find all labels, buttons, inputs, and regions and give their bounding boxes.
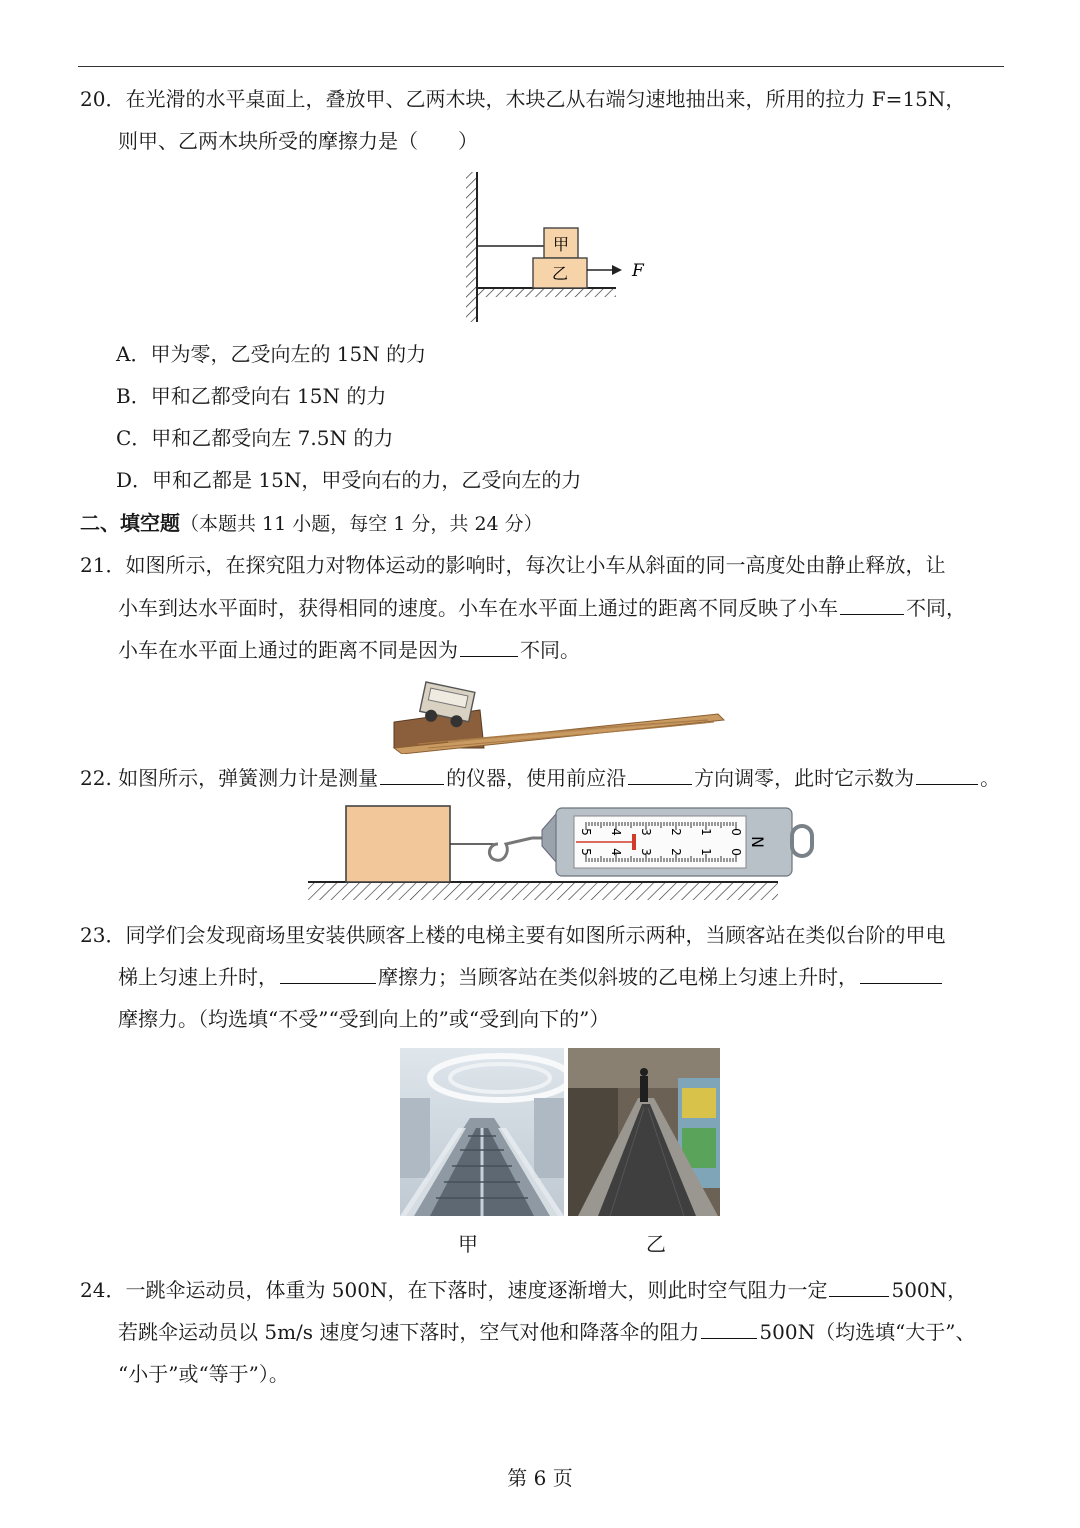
scale-tick-label: 5: [579, 848, 593, 856]
q22-blank1[interactable]: [380, 764, 444, 785]
q24-blank1[interactable]: [829, 1276, 889, 1297]
q21-line3-tail: 不同。: [520, 638, 580, 662]
q23-blank1[interactable]: [280, 963, 376, 984]
q20-blocks-figure: [466, 168, 656, 326]
q24-line1-tail: 500N，: [891, 1278, 968, 1302]
q24-line3: “小于”或“等于”）。: [118, 1362, 289, 1386]
scale-tick-label: 4: [609, 848, 623, 856]
floor-hatch: [308, 882, 778, 900]
block-jia-label: 甲: [552, 235, 570, 254]
q23-line2-text: 梯上匀速上升时，: [118, 965, 278, 989]
scale-tick-label: 0: [729, 828, 743, 836]
q20-option-a: A．甲为零，乙受向左的 15N 的力: [116, 342, 427, 366]
q21-line2-tail: 不同，: [906, 596, 966, 620]
q21-line1: 21．如图所示，在探究阻力对物体运动的影响时，每次让小车从斜面的同一高度处由静止释放，让: [80, 553, 946, 577]
header-rule: [78, 66, 1004, 67]
force-label: F: [632, 261, 644, 281]
q23-line1: 23．同学们会发现商场里安装供顾客上楼的电梯主要有如图所示两种，当顾客站在类似台阶的甲电: [80, 923, 946, 947]
q23-line2: [118, 963, 944, 991]
page-number: 第 6 页: [507, 1466, 573, 1490]
q23-line2-mid: 摩擦力；当顾客站在类似斜坡的乙电梯上匀速上升时，: [378, 965, 858, 989]
section2-heading: [80, 509, 543, 538]
scale-tick-label: 0: [729, 848, 743, 856]
q20-line1: 20．在光滑的水平桌面上，叠放甲、乙两木块，木块乙从右端匀速地抽出来，所用的拉力 F=15N，: [80, 87, 966, 111]
scale-left-end: [542, 814, 556, 862]
q24-line2-text: 若跳伞运动员以 5m/s 速度匀速下落时，空气对他和降落伞的阻力: [118, 1320, 700, 1344]
q24-line2-tail: 500N（均选填“大于”、: [759, 1320, 976, 1344]
q22-text4: 。: [980, 766, 1001, 790]
q23-blank2[interactable]: [860, 963, 942, 984]
q22-blank2[interactable]: [628, 764, 692, 785]
q22-text3: 方向调零，此时它示数为: [694, 766, 915, 790]
scale-right-ring: [792, 826, 812, 856]
q22-text2: 的仪器，使用前应沿: [446, 766, 627, 790]
q22-spring-scale-figure: [306, 800, 818, 912]
wooden-block: [346, 806, 450, 882]
q21-line3: [118, 636, 580, 664]
caption-yi: 乙: [646, 1232, 666, 1256]
q21-line2: [118, 594, 966, 622]
q21-line2-text: 小车到达水平面时，获得相同的速度。小车在水平面上通过的距离不同反映了小车: [118, 596, 838, 620]
q24-line1-text: 24．一跳伞运动员，体重为 500N，在下落时，速度逐渐增大，则此时空气阻力一定: [80, 1278, 828, 1302]
section2-title: 二、填空题: [80, 511, 180, 535]
scale-tick-label: 2: [669, 828, 683, 836]
q20-line2: 则甲、乙两木块所受的摩擦力是（ ）: [118, 129, 478, 153]
scale-tick-label: 4: [609, 828, 623, 836]
q22-blank3[interactable]: [916, 764, 978, 785]
q24-blank2[interactable]: [701, 1318, 757, 1339]
q24-line1: [80, 1276, 967, 1304]
scale-tick-label: 1: [699, 828, 713, 836]
escalator-photo-jia: [400, 1048, 564, 1216]
section2-note: （本题共 11 小题，每空 1 分，共 24 分）: [180, 513, 543, 535]
q22-line: [80, 764, 1000, 792]
q22-text1: 22. 如图所示，弹簧测力计是测量: [80, 766, 379, 790]
q24-line2: [118, 1318, 976, 1346]
scale-unit: N: [748, 836, 767, 848]
q21-ramp-cart-figure: [388, 670, 728, 754]
scale-tick-label: 2: [669, 848, 683, 856]
q21-blank1[interactable]: [840, 594, 904, 615]
scale-tick-label: 1: [699, 848, 713, 856]
escalator-photo-yi: [568, 1048, 720, 1216]
q23-line3: 摩擦力。（均选填“不受”“受到向上的”或“受到向下的”）: [118, 1007, 610, 1031]
block-yi-label: 乙: [551, 264, 569, 283]
floor-hatch: [478, 288, 616, 297]
hook: [489, 838, 532, 860]
scale-tick-label: 3: [639, 848, 653, 856]
q20-option-d: D．甲和乙都是 15N，甲受向右的力，乙受向左的力: [116, 468, 582, 492]
q20-option-b: B．甲和乙都受向右 15N 的力: [116, 384, 387, 408]
caption-jia: 甲: [458, 1232, 478, 1256]
scale-tick-label: 3: [639, 828, 653, 836]
wall-hatch: [466, 172, 476, 322]
q21-line3-text: 小车在水平面上通过的距离不同是因为: [118, 638, 458, 662]
q21-blank2[interactable]: [460, 636, 518, 657]
q20-option-c: C．甲和乙都受向左 7.5N 的力: [116, 426, 394, 450]
scale-tick-label: 5: [579, 828, 593, 836]
